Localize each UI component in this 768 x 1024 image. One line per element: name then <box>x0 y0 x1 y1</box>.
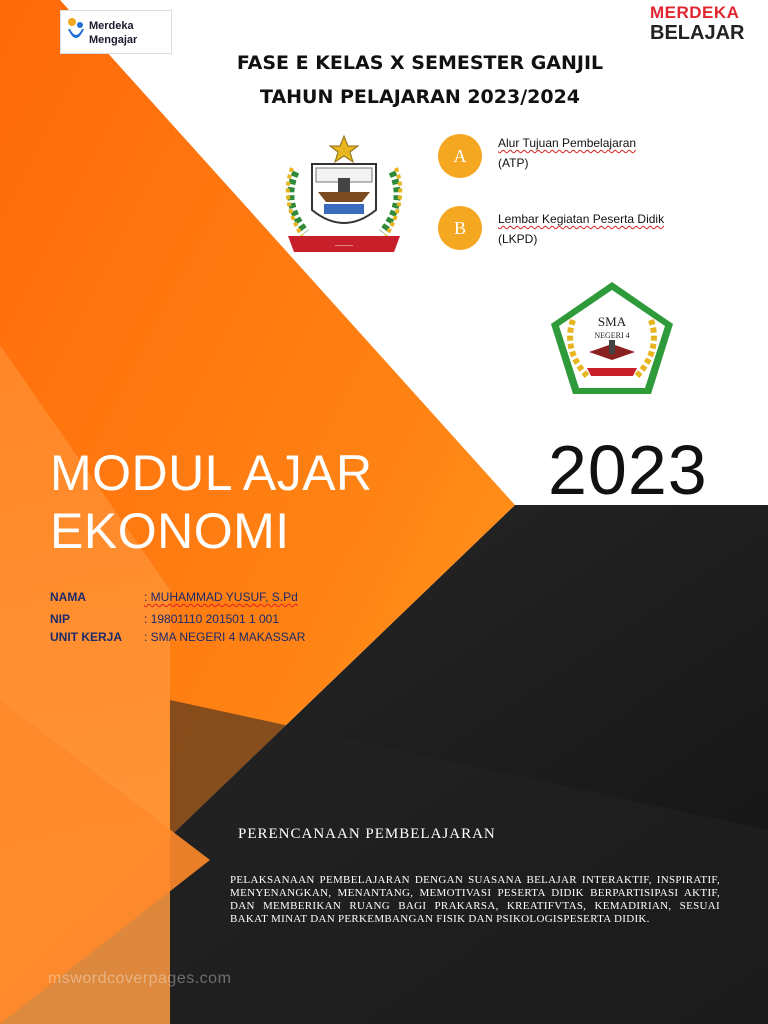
provincial-emblem-icon <box>278 132 410 258</box>
logo-merdeka-word: MERDEKA <box>650 3 740 22</box>
atp-title: Alur Tujuan Pembelajaran <box>498 136 637 150</box>
author-nip-label: NIP <box>50 612 71 626</box>
lkpd-title: Lembar Kegiatan Peserta Didik <box>498 212 665 226</box>
year: 2023 <box>548 431 708 509</box>
badge-b: B <box>438 206 482 250</box>
header-school-year: TAHUN PELAJARAN 2023/2024 <box>259 86 581 108</box>
title-line2: EKONOMI <box>50 503 290 559</box>
svg-text:———: ——— <box>335 243 353 249</box>
logo-text-line2: Mengajar <box>89 34 138 46</box>
school-logo-icon <box>549 280 675 396</box>
author-name-label: NAMA <box>50 590 86 604</box>
merdeka-belajar-logo <box>650 3 745 44</box>
author-nip: : 19801110 201501 1 001 <box>144 612 279 626</box>
title-line1: MODUL AJAR <box>50 445 373 501</box>
author-unit-label: UNIT KERJA <box>50 630 123 644</box>
atp-subtitle: (ATP) <box>498 156 529 170</box>
author-name: : MUHAMMAD YUSUF, S.Pd <box>144 590 298 604</box>
merdeka-mengajar-logo <box>60 10 172 54</box>
school-logo-line2: NEGERI 4 <box>594 331 630 340</box>
school-logo-line1: SMA <box>597 314 627 329</box>
badge-a: A <box>438 134 482 178</box>
author-unit: : SMA NEGERI 4 MAKASSAR <box>144 630 305 644</box>
person-icon <box>65 17 87 49</box>
plan-description: PELAKSANAAN PEMBELAJARAN DENGAN SUASANA BELAJAR INTERAKTIF, INSPIRATIF, MENYENANGKAN, MENANTANG, MEMOTIVASI PESERTA DIDIK BERPARTISIPASI AKTIF, DAN MEMBERIKAN RUANG BAGI PRAKARSA, KREATIFVTAS, KEMADIRIAN, SESUAI BAKAT MINAT DAN PERKEMBANGAN FISIK DAN PSIKOLOGISPESERTA DIDIK. <box>230 874 720 925</box>
header-phase: FASE E KELAS X SEMESTER GANJIL <box>236 52 604 74</box>
logo-belajar-word: BELAJAR <box>650 22 745 44</box>
lkpd-subtitle: (LKPD) <box>498 232 538 246</box>
logo-text-line1: Merdeka <box>89 20 134 32</box>
watermark: mswordcoverpages.com <box>48 970 232 987</box>
plan-heading: PERENCANAAN PEMBELAJARAN <box>238 826 496 842</box>
